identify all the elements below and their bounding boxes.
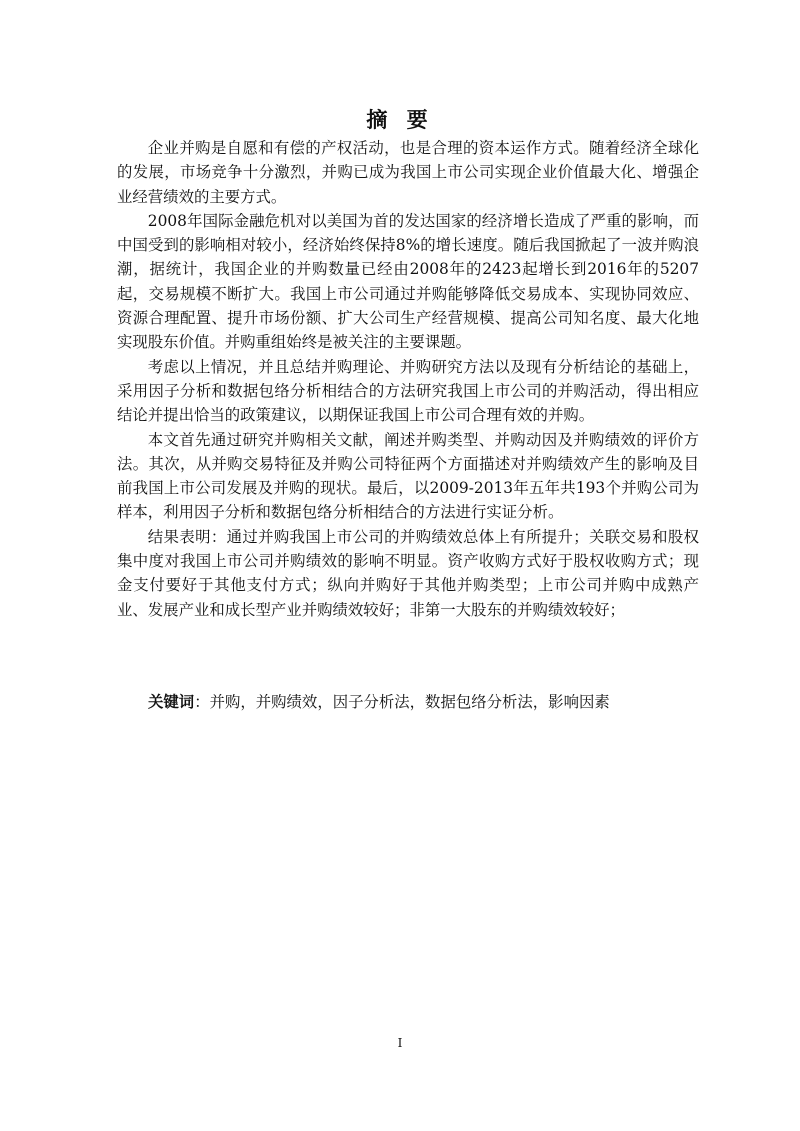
keywords-line [148,690,708,714]
abstract-paragraph-4: 本文首先通过研究并购相关文献，阐述并购类型、并购动因及并购绩效的评价方法。其次，从并购交易特征及并购公司特征两个方面描述对并购绩效产生的影响及目前我国上市公司发展及并购的现状。最后，以2009-2013年五年共193个并购公司为样本，利用因子分析和数据包络分析相结合的方法进行实证分析。 [117,430,699,522]
abstract-paragraph-2: 2008年国际金融危机对以美国为首的发达国家的经济增长造成了严重的影响，而中国受到的影响相对较小，经济始终保持8%的增长速度。随后我国掀起了一波并购浪潮，据统计，我国企业的并购数量已经由2008年的2423起增长到2016年的5207起，交易规模不断扩大。我国上市公司通过并购能够降低交易成本、实现协同效应、资源合理配置、提升市场份额、扩大公司生产经营规模、提高公司知名度、最大化地实现股东价值。并购重组始终是被关注的主要课题。 [117,211,699,352]
abstract-title: 摘 要 [366,107,434,132]
abstract-paragraph-1: 企业并购是自愿和有偿的产权活动，也是合理的资本运作方式。随着经济全球化的发展，市场竞争十分激烈，并购已成为我国上市公司实现企业价值最大化、增强企业经营绩效的主要方式。 [117,139,699,206]
abstract-paragraph-3: 考虑以上情况，并且总结并购理论、并购研究方法以及现有分析结论的基础上，采用因子分析和数据包络分析相结合的方法研究我国上市公司的并购活动，得出相应结论并提出恰当的政策建议，以期保证我国上市公司合理有效的并购。 [117,357,699,425]
keywords-text: ：并购，并购绩效，因子分析法，数据包络分析法，影响因素 [194,693,610,711]
abstract-body [117,136,699,622]
page-number: I [397,1036,403,1050]
keywords-label: 关键词 [148,693,195,711]
abstract-paragraph-5: 结果表明：通过并购我国上市公司的并购绩效总体上有所提升；关联交易和股权集中度对我国上市公司并购绩效的影响不明显。资产收购方式好于股权收购方式；现金支付要好于其他支付方式；纵向并购好于其他并购类型；上市公司并购中成熟产业、发展产业和成长型产业并购绩效较好；非第一大股东的并购绩效较好； [117,527,699,619]
